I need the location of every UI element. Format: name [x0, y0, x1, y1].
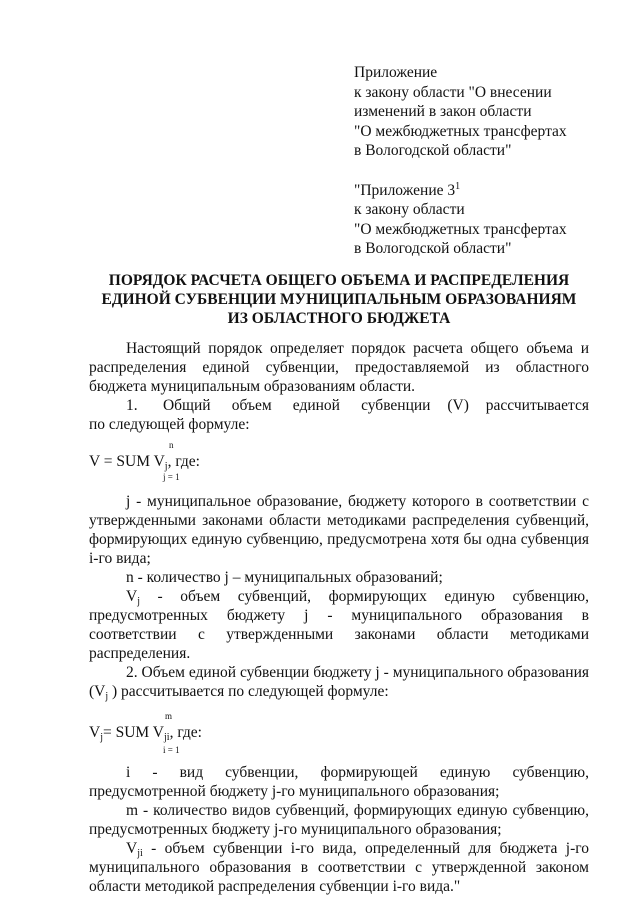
item-1-paragraph: 1. Общий объем единой субвенции (V) рассчитывается по следующей формуле: [89, 397, 589, 433]
appendix-line: к закону области [354, 201, 465, 218]
appendix-line: "О межбюджетных трансфертах [354, 220, 567, 238]
appendix-label: "Приложение $3^1$ [354, 180, 461, 199]
item-2-paragraph: 2. Объем единой субвенции бюджету j - муниципального образования ($V_j$ ) рассчитывается по следующей формуле: [89, 664, 589, 702]
title-line: ПОРЯДОК РАСЧЕТА ОБЩЕГО ОБЪЕМА И РАСПРЕДЕЛЕНИЯ [108, 272, 570, 289]
document-body [89, 339, 589, 896]
definition-vji: $V_{ji}$ - объем субвенции i-го вида, определенный для бюджета j-го муниципального образования в соответствии с утвержденной законом области методикой распределения субвенции i-го вида." [89, 840, 589, 895]
appendix-superscript: 1 [455, 180, 461, 192]
formula-main: V = SUM $V_j$, где: [89, 453, 200, 472]
appendix-header [354, 63, 624, 259]
formula-upper-limit: n [169, 440, 174, 450]
title-line: ЕДИНОЙ СУБВЕНЦИИ МУНИЦИПАЛЬНЫМ ОБРАЗОВАНИЯМ [101, 291, 577, 308]
formula-lower-limit: i = 1 [163, 745, 180, 755]
header-line: к закону области "О внесении [354, 83, 552, 101]
appendix-line: в Вологодской области" [354, 240, 512, 257]
formula-total-subvention [89, 434, 589, 492]
definition-i: i - вид субвенции, формирующей единую субвенцию, предусмотренной бюджету j-го муниципального образования; [89, 764, 589, 800]
intro-paragraph: Настоящий порядок определяет порядок расчета общего объема и распределения единой субвенции, предоставляемой из областного бюджета муниципальным образованиям области. [89, 340, 589, 395]
definition-vj: $V_j$ - объем субвенций, формирующих единую субвенцию, предусмотренных бюджету j - муниципального образования в соответствии с утвержденными законами области методиками распределения. [89, 588, 589, 662]
header-line: изменений в закон области [354, 103, 532, 120]
header-line: "О межбюджетных трансфертах [354, 122, 567, 140]
formula-main: $V_j=$ SUM $V_{ji}$, где: [89, 724, 202, 743]
definition-j: j - муниципальное образование, бюджету которого в соответствии с утвержденными законами области методиками распределения субвенций, формирующих единую субвенцию, предусмотрена хотя бы одна субвенция i-го вида; [89, 493, 589, 567]
definition-m: m - количество видов субвенций, формирующих единую субвенцию, предусмотренных бюджету j-го муниципального образования; [89, 802, 589, 838]
formula-lower-limit: j = 1 [163, 472, 180, 482]
title-line: ИЗ ОБЛАСТНОГО БЮДЖЕТА [227, 310, 451, 327]
formula-upper-limit: m [165, 711, 173, 721]
document-title [90, 271, 588, 328]
header-line: в Вологодской области" [354, 142, 512, 159]
formula-unit-subvention [89, 701, 589, 763]
definition-n: n - количество j – муниципальных образований; [126, 569, 443, 586]
header-line: Приложение [354, 64, 438, 81]
